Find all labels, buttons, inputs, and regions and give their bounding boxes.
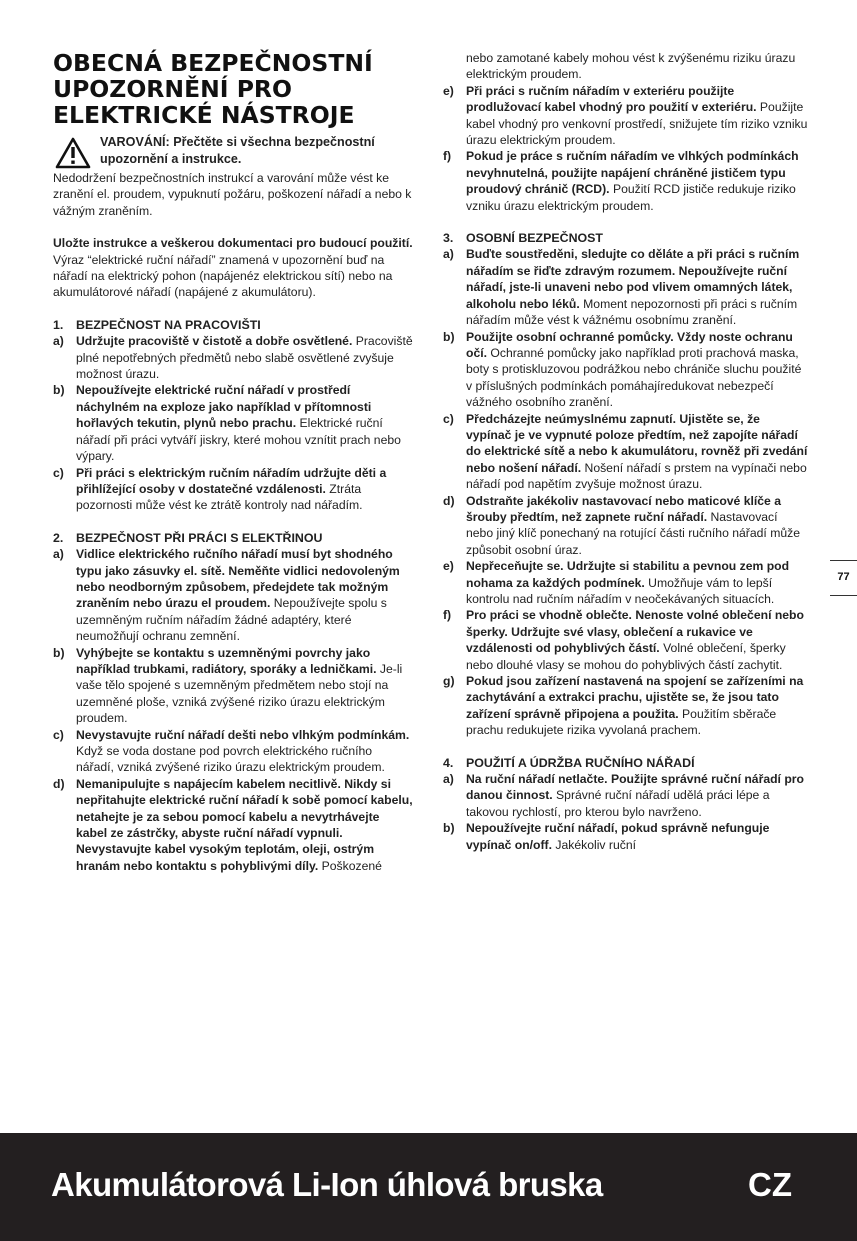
- warning-text: Nedodržení bezpečnostních instrukcí a varování může vést ke zranění el. proudem, vypuknutí požáru, poškození nářadí a nebo k vážným zraněním.: [53, 171, 412, 218]
- list-item: a) Na ruční nářadí netlačte. Použijte správné ruční nářadí pro danou činnost. Správné ruční nářadí udělá práci lépe a takovou rychlostí, pro kterou bylo navrženo.: [443, 772, 804, 819]
- list-item: c) Předcházejte neúmyslnému zapnutí. Ujistěte se, že vypínač je ve vypnuté poloze předtím, než zapojíte nářadí do elektrické sítě a nebo k akumulátoru, rovněž při zvedání nebo nošení nářadí. Nošení nářadí s prstem na vypínači nebo nářadí pod napětím zvyšuje možnost úrazu.: [443, 411, 808, 492]
- list-item: a) Vidlice elektrického ručního nářadí musí byt shodného typu jako zásuvky el. sítě. Neměňte vidlici nedovoleným nebo neodborným způsobem, předejdete tak možným zraněním nebo úrazu el proudem. Nepoužívejte spolu s uzemněným ručním nářadím žádné adaptéry, které neumožňují ochranu zemnění.: [53, 547, 400, 644]
- right-column: [443, 50, 808, 853]
- list-item: a) Udržujte pracoviště v čistotě a dobře osvětlené. Pracoviště plné nepotřebných předmětů nebo slabě osvětlené zvyšuje možnost úrazu.: [53, 334, 413, 382]
- list-item: b) Nepoužívejte elektrické ruční nářadí v prostředí náchylném na exploze jako například v přítomnosti hořlavých tekutin, plynů nebo prachu. Elektrické ruční nářadí při práci vytváří jiskry, které mohou vznítit prach nebo výpary.: [53, 383, 401, 464]
- keep-instructions-heading: Uložte instrukce a veškerou dokumentaci pro budoucí použití.: [53, 236, 413, 251]
- footer-title: Akumulátorová Li-Ion úhlová bruska: [51, 1166, 603, 1203]
- list-item: c) Nevystavujte ruční nářadí dešti nebo vlhkým podmínkám. Když se voda dostane pod povrch elektrického ručního nářadí, vzniká zvýšené riziko úrazu elektrickým proudem.: [53, 727, 410, 775]
- list-item: b) Vyhýbejte se kontaktu s uzemněnými povrchy jako například trubkami, radiátory, sporáky a ledničkami. Je-li vaše tělo spojené s uzemněným předmětem nebo stojí na uzemněné ploše, vzniká zvýšené riziko úrazu elektrickým proudem.: [53, 645, 403, 726]
- warning-label: VAROVÁNÍ: Přečtěte si všechna bezpečnostní upozornění a instrukce.: [100, 135, 375, 166]
- list-item: e) Nepřeceňujte se. Udržujte si stabilitu a pevnou zem pod nohama za každých podmínek. Umožňuje vám to lepší kontrolu nad ručním nářadím v neočekávaných situacích.: [443, 559, 790, 606]
- section-3-heading: 3. OSOBNÍ BEZPEČNOST: [443, 231, 603, 246]
- left-column: [53, 50, 413, 874]
- page-number-rule-bottom: [830, 595, 857, 596]
- section-4-heading: 4. POUŽITÍ A ÚDRŽBA RUČNÍHO NÁŘADÍ: [443, 755, 695, 770]
- list-item: f) Pokud je práce s ručním nářadím ve vlhkých podmínkách nevyhnutelná, použijte napájení chráněné jističem typu proudový chránič (RCD). Použití RCD jističe redukuje riziko vzniku úrazu elektrickým proudem.: [443, 149, 799, 213]
- list-item: a) Buďte soustředěni, sledujte co děláte a při práci s ručním nářadím se řiďte zdravým rozumem. Nepoužívejte ruční nářadí, jste-li unaveni nebo pod vlivem omamných látek, alkoholu nebo léků. Moment nepozornosti při práci s ručním nářadím může vést k vážnému osobnímu zranění.: [443, 247, 800, 328]
- page-number-rule-top: [830, 560, 857, 561]
- continuation-text: nebo zamotané kabely mohou vést k zvýšenému riziku úrazu elektrickým proudem.: [466, 51, 796, 82]
- list-item: b) Nepoužívejte ruční nářadí, pokud správně nefunguje vypínač on/off. Jakékoliv ruční: [443, 821, 770, 852]
- list-item: f) Pro práci se vhodně oblečte. Nenoste volné oblečení nebo šperky. Udržujte své vlasy, oblečení a rukavice ve vzdálenosti od pohyblivých částí. Volné oblečení, šperky nebo dlouhé vlasy se mohou do pohyblivých částí zachytit.: [443, 608, 804, 672]
- list-item: e) Při práci s ručním nářadím v exteriéru použijte prodlužovací kabel vhodný pro použití v exteriéru. Použijte kabel vhodný pro venkovní prostředí, snižujete tím riziko vzniku úrazu elektrickým proudem.: [443, 83, 808, 148]
- warning-triangle-icon: [55, 137, 91, 169]
- page-title: OBECNÁ BEZPEČNOSTNÍ UPOZORNĚNÍ PRO ELEKTRICKÉ NÁSTROJE: [53, 49, 373, 129]
- section-1-heading: 1. BEZPEČNOST NA PRACOVIŠTI: [53, 317, 261, 332]
- footer-language-code: CZ: [748, 1166, 792, 1203]
- list-item: g) Pokud jsou zařízení nastavená na spojení se zařízeními na zachytávání a extrakci prachu, ujistěte se, že jsou tato zařízení správně připojena a použita. Použitím sběrače prachu redukujete rizika vyvolaná prachem.: [443, 674, 804, 738]
- list-item: d) Odstraňte jakékoliv nastavovací nebo maticové klíče a šrouby předtím, než zapnete ruční nářadí. Nastavovací nebo jiný klíč ponechaný na rotující části ručního nářadí může způsobit osobní úraz.: [443, 493, 800, 557]
- list-item: d) Nemanipulujte s napájecím kabelem necitlivě. Nikdy si nepřitahujte elektrické ruční nářadí k sobě pomocí kabelu, netahejte je za sebou pomocí kabelu a nevytrhávejte kabel ze zástrčky, abyste ruční nářadí vypnuli. Nevystavujte kabel vysokým teplotám, oleji, ostrým hranám nebo kontaktu s pohyblivými díly. Poškozené: [53, 776, 413, 873]
- list-item: b) Použijte osobní ochranné pomůcky. Vždy noste ochranu očí. Ochranné pomůcky jako například proti prachová maska, boty s protiskluzovou podrážkou nebo chrániče sluchu použité v příslušných podmínkách pomáhajíredukovat nebezpečí vážného osobního zranění.: [443, 329, 802, 410]
- warning-block: [53, 134, 413, 170]
- keep-instructions-text: Výraz “elektrické ruční nářadí” znamená v upozornění buď na nářadí na elektrický pohon (napájenéz elektrickou sítí) nebo na akumulátorové nářadí (napájené z akumulátoru).: [53, 252, 393, 300]
- section-2-heading: 2. BEZPEČNOST PŘI PRÁCI S ELEKTŘINOU: [53, 530, 323, 545]
- page-number: 77: [837, 571, 850, 583]
- list-item: c) Při práci s elektrickým ručním nářadím udržujte děti a přihlížející osoby v dostatečné vzdálenosti. Ztráta pozornosti může vést ke ztrátě kontroly nad nářadím.: [53, 465, 387, 513]
